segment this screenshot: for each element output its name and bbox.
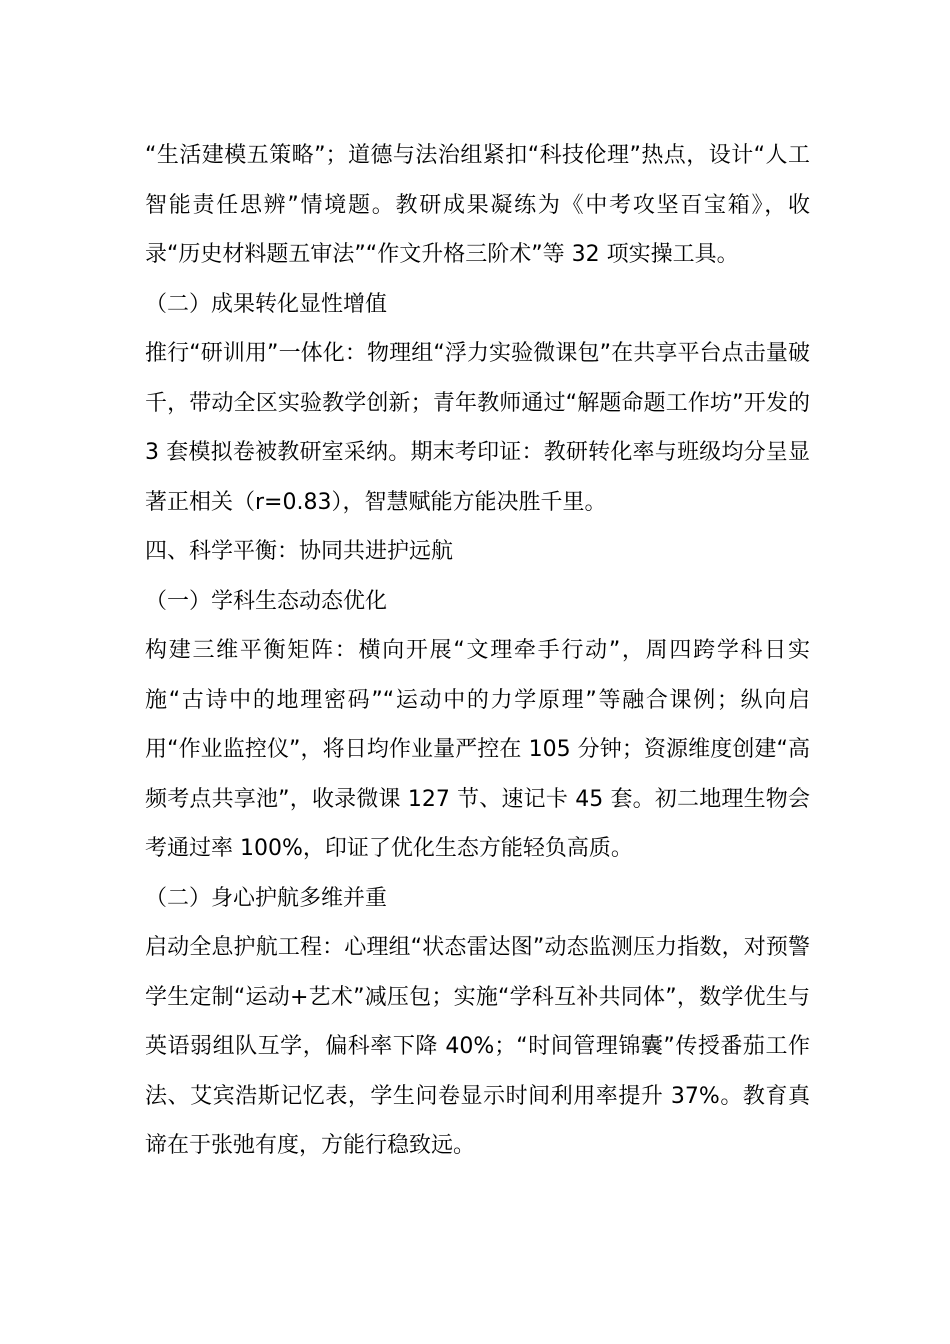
body-paragraph: “生活建模五策略”；道德与法治组紧扣“科技伦理”热点，设计“人工智能责任思辨”情境题。教研成果凝练为《中考攻坚百宝箱》，收录“历史材料题五审法”“作文升格三阶术”等 32 项实操工具。	[145, 143, 810, 267]
section-heading: 四、科学平衡：协同共进护远航	[145, 539, 454, 564]
body-paragraph: 启动全息护航工程：心理组“状态雷达图”动态监测压力指数，对预警学生定制“运动+艺术”减压包；实施“学科互补共同体”，数学优生与英语弱组队互学，偏科率下降 40%；“时间管理锦囊”传授番茄工作法、艾宾浩斯记忆表，学生问卷显示时间利用率提升 37%。教育真谛在于张弛有度，方能行稳致远。	[145, 935, 810, 1158]
document-body	[145, 131, 810, 1171]
body-paragraph: 推行“研训用”一体化：物理组“浮力实验微课包”在共享平台点击量破千，带动全区实验教学创新；青年教师通过“解题命题工作坊”开发的 3 套模拟卷被教研室采纳。期末考印证：教研转化率与班级均分呈显著正相关（r=0.83），智慧赋能方能决胜千里。	[145, 341, 810, 515]
section-subheading: （二）成果转化显性增值	[145, 291, 388, 317]
body-paragraph: 构建三维平衡矩阵：横向开展“文理牵手行动”，周四跨学科日实施“古诗中的地理密码”“运动中的力学原理”等融合课例；纵向启用“作业监控仪”，将日均作业量严控在 105 分钟；资源维度创建“高频考点共享池”，收录微课 127 节、速记卡 45 套。初二地理生物会考通过率 100%，印证了优化生态方能轻负高质。	[145, 638, 811, 861]
section-subheading: （二）身心护航多维并重	[145, 885, 388, 911]
section-subheading: （一）学科生态动态优化	[145, 588, 388, 614]
